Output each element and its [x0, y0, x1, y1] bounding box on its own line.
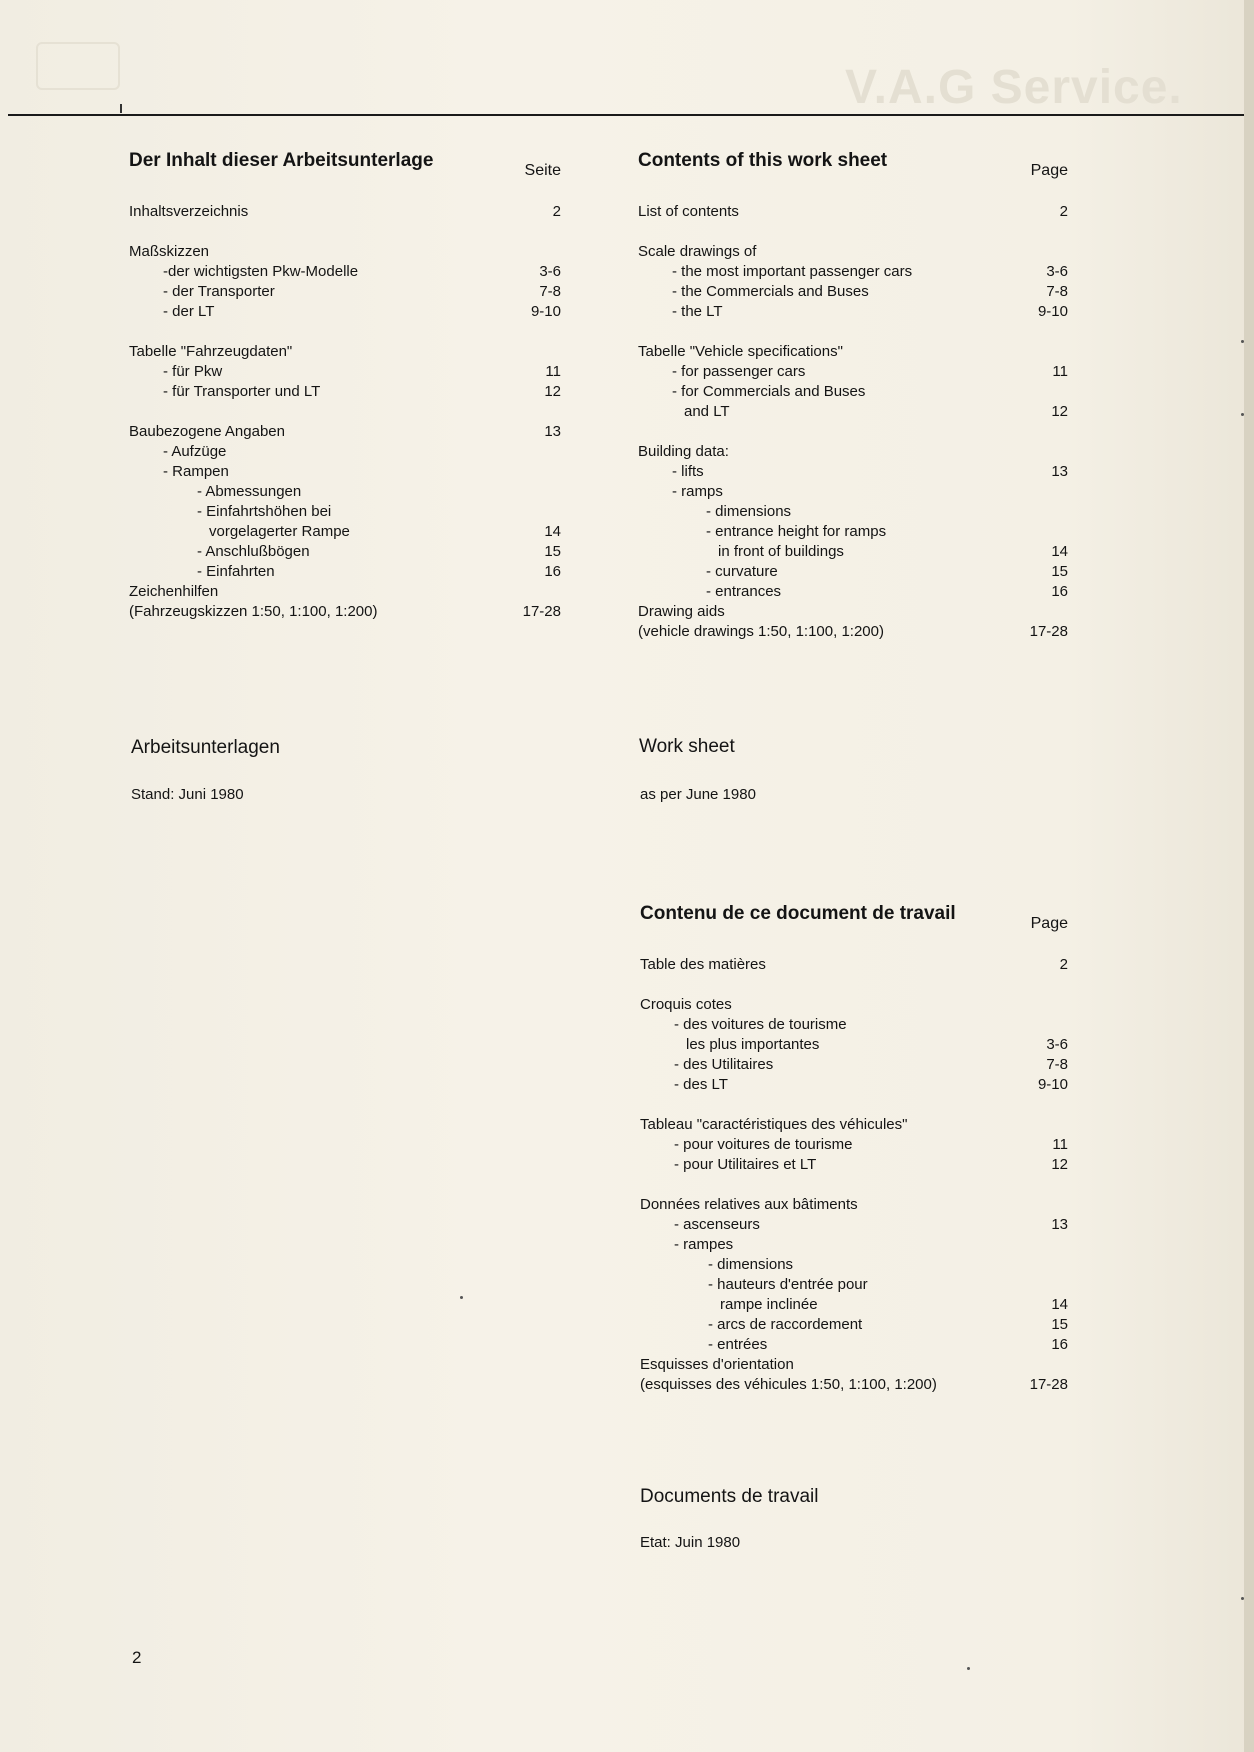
toc-entry-text: - for passenger cars: [672, 363, 806, 380]
toc-entry-page: 9-10: [1037, 303, 1068, 320]
toc-entry-text: - des voitures de tourisme: [674, 1016, 847, 1033]
toc-entry: [640, 1195, 1068, 1215]
toc-entry-text: - entrance height for ramps: [706, 523, 887, 540]
brand-watermark: V.A.G Service.: [845, 61, 1183, 114]
toc-entry: [129, 462, 561, 482]
toc-entry: [129, 422, 561, 442]
toc-spacer: [638, 222, 1068, 242]
toc-entry-page: 17-28: [1029, 1376, 1068, 1393]
toc-entry-text: - lifts: [672, 463, 704, 480]
toc-entry-page: 9-10: [1037, 1076, 1068, 1093]
toc-entry: [129, 542, 561, 562]
worksheet-title-en: Work sheet: [639, 736, 735, 757]
toc-entry-text: - für Pkw: [163, 363, 223, 380]
toc-entry: [640, 1315, 1068, 1335]
toc-german: [129, 150, 561, 622]
toc-entry: [638, 522, 1068, 542]
header-tick: [120, 104, 122, 113]
toc-entry-page: 15: [1051, 563, 1068, 580]
toc-entries: [640, 955, 1068, 1395]
toc-entry-page: 2: [1059, 203, 1068, 220]
toc-entry-text: (vehicle drawings 1:50, 1:100, 1:200): [638, 623, 884, 640]
toc-entry: [638, 342, 1068, 362]
toc-entry: [640, 1015, 1068, 1035]
toc-entry: [640, 1335, 1068, 1355]
toc-entry: [638, 482, 1068, 502]
toc-entry: [129, 282, 561, 302]
toc-entry-text: Inhaltsverzeichnis: [129, 203, 249, 220]
toc-entries: [638, 202, 1068, 642]
toc-entry-text: Données relatives aux bâtiments: [640, 1196, 858, 1213]
toc-entry-page: 11: [1052, 1136, 1068, 1153]
toc-entry-page: 15: [544, 543, 561, 560]
toc-entry-page: 16: [544, 563, 561, 580]
toc-entry: [638, 302, 1068, 322]
toc-entry-text: - curvature: [706, 563, 778, 580]
toc-entry-page: 13: [1051, 1216, 1068, 1233]
toc-entry-text: Zeichenhilfen: [129, 583, 219, 600]
toc-entry-text: - ramps: [672, 483, 723, 500]
toc-entry-page: 14: [544, 523, 561, 540]
toc-entry-text: - Abmessungen: [197, 483, 302, 500]
toc-spacer: [640, 1095, 1068, 1115]
toc-entry: [640, 1295, 1068, 1315]
toc-entry-page: 17-28: [1029, 623, 1068, 640]
vag-logo-watermark: [36, 42, 120, 90]
page-column-header: Seite: [524, 162, 561, 179]
toc-entry-text: - the LT: [672, 303, 723, 320]
toc-entry: [640, 1075, 1068, 1095]
toc-entry-text: Croquis cotes: [640, 996, 732, 1013]
toc-entry: [129, 522, 561, 542]
toc-entry: [638, 502, 1068, 522]
toc-entry: [129, 382, 561, 402]
toc-entry-page: 7-8: [539, 283, 561, 300]
toc-entry-page: 12: [1051, 403, 1068, 420]
toc-entry-text: - pour Utilitaires et LT: [674, 1156, 817, 1173]
toc-entry: [640, 995, 1068, 1015]
toc-entry-page: 9-10: [530, 303, 561, 320]
toc-entry-page: 3-6: [1046, 1036, 1068, 1053]
toc-entry-text: - Anschlußbögen: [197, 543, 310, 560]
toc-title: Contents of this work sheet: [638, 150, 888, 171]
speck: [1241, 413, 1244, 416]
toc-entry-text: rampe inclinée: [720, 1296, 818, 1313]
toc-entry: [129, 302, 561, 322]
toc-entry: [129, 362, 561, 382]
toc-entry-text: - Einfahrten: [197, 563, 275, 580]
toc-entry-text: (esquisses des véhicules 1:50, 1:100, 1:200): [640, 1376, 937, 1393]
toc-entry-text: - the most important passenger cars: [672, 263, 913, 280]
worksheet-date-de: Stand: Juni 1980: [131, 786, 244, 803]
toc-entry-text: Tableau "caractéristiques des véhicules": [640, 1116, 908, 1133]
toc-entry: [638, 562, 1068, 582]
toc-spacer: [640, 975, 1068, 995]
toc-title: Der Inhalt dieser Arbeitsunterlage: [129, 150, 434, 171]
toc-french: [640, 903, 1068, 1395]
toc-entry: [638, 582, 1068, 602]
speck: [1241, 1597, 1244, 1600]
worksheet-date-fr: Etat: Juin 1980: [640, 1534, 741, 1551]
toc-entry-text: - des Utilitaires: [674, 1056, 774, 1073]
page-column-header: Page: [1030, 162, 1068, 179]
toc-entry: [640, 1355, 1068, 1375]
worksheet-title-de: Arbeitsunterlagen: [131, 737, 280, 758]
toc-entry-page: 13: [1051, 463, 1068, 480]
toc-entry: [638, 462, 1068, 482]
toc-entry: [129, 202, 561, 222]
toc-entry: [638, 262, 1068, 282]
toc-spacer: [129, 402, 561, 422]
page-column-header: Page: [1030, 915, 1068, 932]
toc-header: [640, 903, 1068, 955]
toc-entry: [640, 1215, 1068, 1235]
toc-entry: [640, 1275, 1068, 1295]
page-edge: [1244, 0, 1254, 1752]
toc-entry-page: 11: [1052, 363, 1068, 380]
page-number: 2: [132, 1648, 142, 1667]
toc-english: [638, 150, 1068, 642]
toc-spacer: [129, 222, 561, 242]
toc-entry: [638, 362, 1068, 382]
toc-entry-text: - rampes: [674, 1236, 734, 1253]
toc-entry: [638, 442, 1068, 462]
toc-entry: [640, 1055, 1068, 1075]
toc-spacer: [129, 322, 561, 342]
toc-entry-page: 16: [1051, 1336, 1068, 1353]
toc-entries: [129, 202, 561, 622]
toc-entry-page: 13: [544, 423, 561, 440]
toc-entry: [129, 482, 561, 502]
toc-entry-text: - für Transporter und LT: [163, 383, 321, 400]
toc-entry-page: 11: [545, 363, 561, 380]
toc-entry: [640, 955, 1068, 975]
toc-entry-text: Tabelle "Fahrzeugdaten": [129, 343, 293, 360]
toc-entry-text: Tabelle "Vehicle specifications": [638, 343, 843, 360]
toc-entry: [638, 242, 1068, 262]
toc-entry: [129, 342, 561, 362]
toc-spacer: [638, 322, 1068, 342]
toc-entry: [640, 1155, 1068, 1175]
toc-entry: [129, 242, 561, 262]
speck: [1241, 340, 1244, 343]
toc-header: [638, 150, 1068, 202]
toc-entry-text: - hauteurs d'entrée pour: [708, 1276, 868, 1293]
toc-entry: [638, 402, 1068, 422]
toc-entry-page: 12: [544, 383, 561, 400]
toc-entry: [129, 562, 561, 582]
toc-entry-text: and LT: [684, 403, 730, 420]
toc-entry: [640, 1375, 1068, 1395]
toc-entry-page: 7-8: [1046, 283, 1068, 300]
toc-entry-text: - dimensions: [708, 1256, 794, 1273]
toc-entry: [638, 542, 1068, 562]
toc-entry-text: - Rampen: [163, 463, 229, 480]
toc-entry-text: - der LT: [163, 303, 215, 320]
toc-entry-text: - entrées: [708, 1336, 768, 1353]
speck: [460, 1296, 463, 1299]
toc-entry-text: - the Commercials and Buses: [672, 283, 869, 300]
toc-spacer: [638, 422, 1068, 442]
toc-entry: [640, 1135, 1068, 1155]
toc-entry-text: - for Commercials and Buses: [672, 383, 866, 400]
speck: [967, 1667, 970, 1670]
toc-entry-text: - pour voitures de tourisme: [674, 1136, 853, 1153]
toc-entry-page: 16: [1051, 583, 1068, 600]
toc-entry: [129, 262, 561, 282]
toc-entry-text: - Aufzüge: [163, 443, 227, 460]
toc-entry-text: Drawing aids: [638, 603, 725, 620]
toc-entry-page: 14: [1051, 543, 1068, 560]
toc-entry-text: -der wichtigsten Pkw-Modelle: [163, 263, 359, 280]
toc-entry: [640, 1115, 1068, 1135]
toc-entry-page: 2: [1059, 956, 1068, 973]
toc-title: Contenu de ce document de travail: [640, 903, 956, 924]
worksheet-title-fr: Documents de travail: [640, 1486, 819, 1507]
toc-entry: [638, 382, 1068, 402]
toc-entry: [129, 602, 561, 622]
toc-entry-text: - der Transporter: [163, 283, 275, 300]
toc-entry-text: Maßskizzen: [129, 243, 210, 260]
toc-header: [129, 150, 561, 202]
toc-entry-text: - ascenseurs: [674, 1216, 760, 1233]
toc-entry-text: List of contents: [638, 203, 739, 220]
toc-entry-text: in front of buildings: [718, 543, 844, 560]
toc-entry-text: - des LT: [674, 1076, 728, 1093]
toc-entry: [129, 502, 561, 522]
toc-entry: [129, 582, 561, 602]
toc-entry: [638, 602, 1068, 622]
worksheet-date-en: as per June 1980: [640, 786, 756, 803]
toc-entry-text: Esquisses d'orientation: [640, 1356, 794, 1373]
toc-entry-text: Baubezogene Angaben: [129, 423, 285, 440]
toc-entry-text: - entrances: [706, 583, 782, 600]
toc-entry-page: 15: [1051, 1316, 1068, 1333]
toc-spacer: [640, 1175, 1068, 1195]
header-rule: [8, 114, 1244, 116]
toc-entry-page: 12: [1051, 1156, 1068, 1173]
toc-entry: [638, 202, 1068, 222]
toc-entry-page: 3-6: [1046, 263, 1068, 280]
toc-entry: [640, 1035, 1068, 1055]
toc-entry: [638, 282, 1068, 302]
toc-entry-text: vorgelagerter Rampe: [209, 523, 350, 540]
toc-entry: [638, 622, 1068, 642]
toc-entry-text: - dimensions: [706, 503, 792, 520]
toc-entry-text: - arcs de raccordement: [708, 1316, 863, 1333]
toc-entry-page: 2: [552, 203, 561, 220]
toc-entry-text: - Einfahrtshöhen bei: [197, 503, 332, 520]
toc-entry-text: Table des matières: [640, 956, 766, 973]
toc-entry-text: Building data:: [638, 443, 729, 460]
toc-entry: [640, 1235, 1068, 1255]
toc-entry-page: 17-28: [522, 603, 561, 620]
toc-entry-text: Scale drawings of: [638, 243, 757, 260]
toc-entry: [640, 1255, 1068, 1275]
toc-entry-page: 3-6: [539, 263, 561, 280]
toc-entry-page: 7-8: [1046, 1056, 1068, 1073]
toc-entry-text: (Fahrzeugskizzen 1:50, 1:100, 1:200): [129, 603, 378, 620]
toc-entry-text: les plus importantes: [686, 1036, 820, 1053]
toc-entry-page: 14: [1051, 1296, 1068, 1313]
toc-entry: [129, 442, 561, 462]
